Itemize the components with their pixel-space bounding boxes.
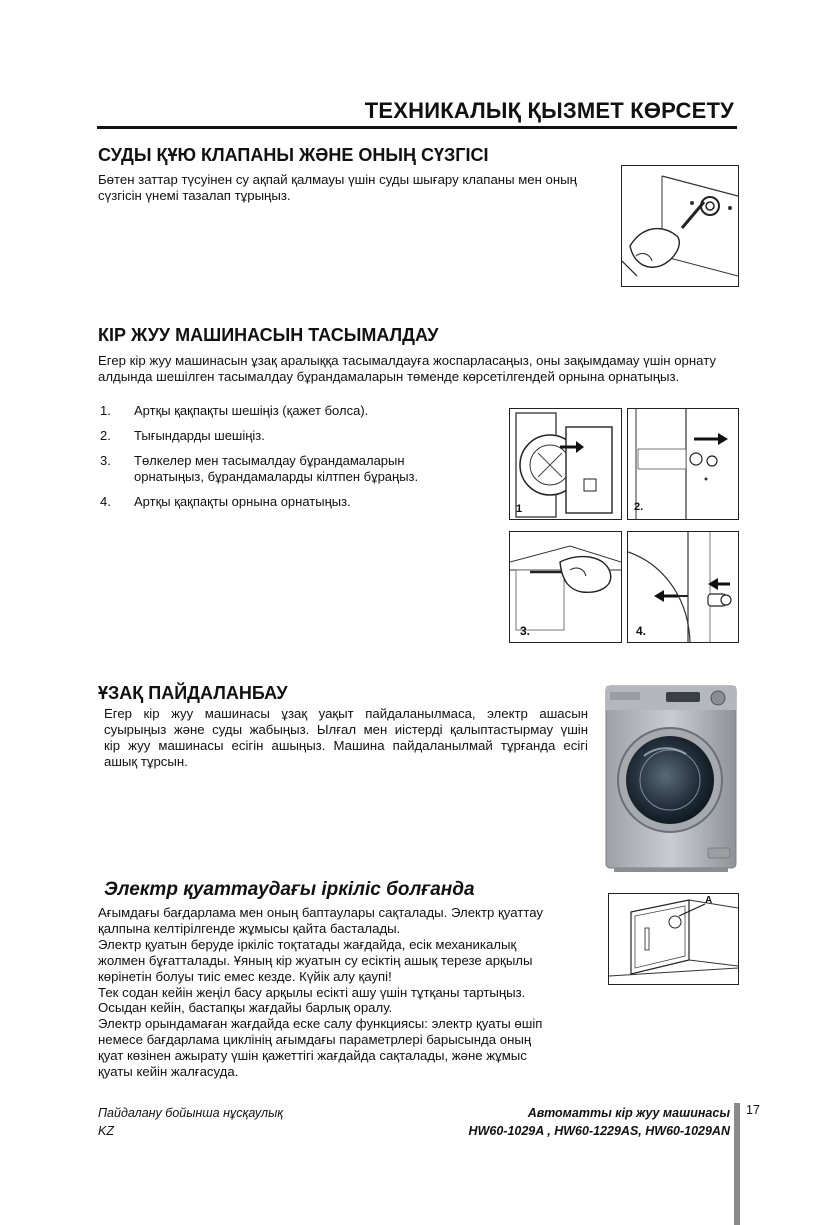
- text-line: ашық тұрсын.: [104, 754, 188, 769]
- text-line: Ағымдағы бағдарлама мен оның баптаулары сақталады. Электр қуаттау: [98, 905, 543, 920]
- section-heading-long-disuse: ҰЗАҚ ПАЙДАЛАНБАУ: [98, 683, 288, 703]
- footer-language: KZ: [98, 1124, 114, 1138]
- text-line: Егер кір жуу машинасы ұзақ уақыт пайдаланылмаса, электр ашасын: [104, 706, 588, 721]
- text-line: қуаты кейін жалғасуда.: [98, 1064, 239, 1080]
- figure-label: 4.: [636, 624, 647, 638]
- washing-machine-illustration: [604, 684, 738, 874]
- text-line: жолмен бұғатталады. Ұяның кір жуатын су есіктің ашық терезе арқылы: [98, 952, 533, 968]
- text-line: Егер кір жуу машинасын ұзақ аралыққа тасымалдауға жоспарласаңыз, оны зақымдамау үшін орнату: [98, 353, 716, 368]
- section-text-power-outage: [98, 905, 598, 1080]
- text-line: сүзгісін үнемі тазалап тұрыңыз.: [98, 188, 291, 203]
- footer-model-numbers: HW60-1029A , HW60-1229AS, HW60-1029AN: [468, 1124, 730, 1138]
- text-line: қалпына келтірілгенде жұмысы қайта басталады.: [98, 920, 401, 936]
- figure-label: 2.: [634, 501, 644, 513]
- valve-filter-illustration: [621, 165, 739, 287]
- text-line: суырыңыз және суды жабыңыз. Ылғал мен иістерді қалыптастырмау үшін: [104, 722, 588, 737]
- section-text-valve-filter: [98, 172, 618, 204]
- text-line: қуат көзінен ажырату үшін қажеттігі жағдайда сақталады, және жұмыс: [98, 1048, 527, 1064]
- footer-title: Пайдалану бойынша нұсқаулық: [98, 1106, 284, 1120]
- figure-label: 1: [516, 503, 523, 515]
- section-heading-valve-filter: СУДЫ ҚҰЮ КЛАПАНЫ ЖӘНЕ ОНЫҢ СҮЗГІСІ: [98, 145, 489, 165]
- section-heading-transport: КІР ЖУУ МАШИНАСЫН ТАСЫМАЛДАУ: [98, 325, 439, 345]
- text-line: кір жуу машинасы есігін ашыңыз. Машина пайдаланылмай тұрғанда есігі: [104, 738, 588, 753]
- figure-label: 3.: [520, 624, 531, 638]
- text-line: көрінетін болуы тиіс емес кезде. Күйік алу қаупі!: [98, 968, 392, 984]
- transport-figure-2: [627, 408, 739, 520]
- footer-manual-label: [98, 1104, 283, 1140]
- section-text-long-disuse: [104, 706, 588, 770]
- transport-figure-4: [627, 531, 739, 643]
- page-margin-bar: [734, 1103, 740, 1225]
- page-title: ТЕХНИКАЛЫҚ ҚЫЗМЕТ КӨРСЕТУ: [364, 98, 734, 123]
- valve-cleaning-drawing: [622, 166, 738, 286]
- text-line: немесе бағдарлама циклінің ағымдағы параметрлері барысында оның: [98, 1032, 532, 1048]
- transport-figure-3: [509, 531, 622, 643]
- title-divider: [97, 126, 737, 129]
- text-line: Тек содан кейін жеңіл басу арқылы есікті ашу үшін тұтқаны тартыңыз.: [98, 984, 526, 1000]
- figure-label: A: [705, 895, 713, 906]
- text-line: Электр қуатын беруде іркіліс тоқтатады жағдайда, есік механикалық: [98, 936, 517, 952]
- text-line: Бөтен заттар түсуінен су ақпай қалмауы үшін суды шығару клапаны мен оның: [98, 172, 577, 187]
- door-release-illustration: [608, 893, 739, 985]
- text-line: Осыдан кейін, бастапқы жағдайы барлық оралу.: [98, 1000, 393, 1016]
- text-line: алдында шешілген тасымалдау бұрандамаларын төменде көрсетілгендей орнына орнатыңыз.: [98, 369, 680, 384]
- page-number: 17: [746, 1103, 760, 1117]
- list-item: 1. Артқы қақпақты шешіңіз (қажет болса).: [100, 403, 369, 418]
- transport-figure-1: [509, 408, 622, 520]
- text-line: Электр орындамаған жағдайда еске салу функциясы: электр қуаты өшіп: [98, 1016, 543, 1032]
- footer-product-label: [380, 1104, 730, 1140]
- list-item: 3. Төлкелер мен тасымалдау бұрандамаларын орнатыңыз, бұрандамаларды кілтпен бұраңыз.: [100, 453, 419, 484]
- transport-steps-list: [100, 403, 480, 519]
- list-item: 2. Тығындарды шешіңіз.: [100, 428, 265, 443]
- list-item: 4. Артқы қақпақты орнына орнатыңыз.: [100, 494, 351, 509]
- footer-product-name: Автоматты кір жуу машинасы: [527, 1106, 730, 1120]
- washing-machine-photo: [604, 684, 738, 874]
- section-text-transport: [98, 353, 748, 385]
- section-heading-power-outage: Электр қуаттаудағы іркіліс болғанда: [104, 879, 475, 900]
